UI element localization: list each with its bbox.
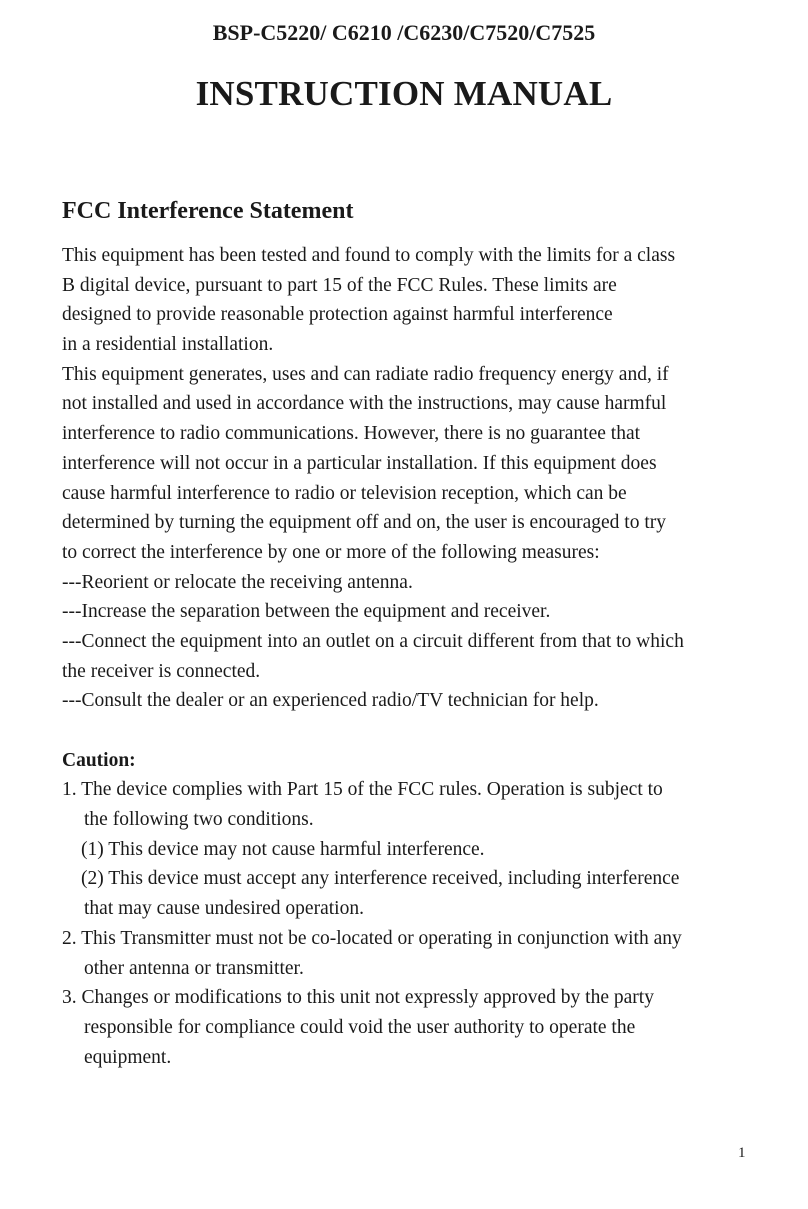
document-title: INSTRUCTION MANUAL xyxy=(195,74,613,113)
caution-heading: Caution: xyxy=(62,749,136,771)
fcc-paragraph-line: This equipment has been tested and found to comply with the limits for a class xyxy=(62,245,676,266)
fcc-measure-item: ---Reorient or relocate the receiving antenna. xyxy=(62,571,413,593)
section-spacer xyxy=(62,716,782,746)
fcc-section-heading: FCC Interference Statement xyxy=(62,198,354,224)
caution-item-1: 1. The device complies with Part 15 of the FCC rules. Operation is subject to xyxy=(62,779,663,801)
caution-item-2: 2. This Transmitter must not be co-located or operating in conjunction with any xyxy=(62,927,682,949)
caution-item-1-continuation: the following two conditions. xyxy=(84,809,314,831)
fcc-paragraph-line: interference will not occur in a particular installation. If this equipment does xyxy=(62,452,657,474)
caution-item-3-continuation: responsible for compliance could void the user authority to operate the xyxy=(84,1016,636,1038)
fcc-paragraph-line: not installed and used in accordance with the instructions, may cause harmful xyxy=(62,393,667,415)
fcc-paragraph-line: interference to radio communications. However, there is no guarantee that xyxy=(62,423,641,445)
fcc-paragraph-line: This equipment generates, uses and can radiate radio frequency energy and, if xyxy=(62,363,669,385)
fcc-paragraph-line: in a residential installation. xyxy=(62,334,274,356)
condition-2-continuation: that may cause undesired operation. xyxy=(84,898,364,920)
fcc-paragraph-line: B digital device, pursuant to part 15 of the FCC Rules. These limits are xyxy=(62,274,617,296)
caution-item-2-continuation: other antenna or transmitter. xyxy=(84,957,304,979)
fcc-paragraph-line: to correct the interference by one or more of the following measures: xyxy=(62,541,600,563)
fcc-paragraph-line: cause harmful interference to radio or television reception, which can be xyxy=(62,482,627,504)
caution-item-3-continuation: equipment. xyxy=(84,1046,172,1068)
condition-1: (1) This device may not cause harmful interference. xyxy=(81,838,485,860)
model-numbers: BSP-C5220/ C6210 /C6230/C7520/C7525 xyxy=(212,20,596,45)
page-number: 1 xyxy=(738,1145,746,1161)
fcc-measure-item: ---Connect the equipment into an outlet on a circuit different from that to which xyxy=(62,630,684,652)
fcc-paragraph-line: designed to provide reasonable protection against harmful interference xyxy=(62,304,613,326)
condition-2: (2) This device must accept any interference received, including interference xyxy=(81,868,680,890)
fcc-paragraph-line: determined by turning the equipment off and on, the user is encouraged to try xyxy=(62,512,666,534)
fcc-measure-item: ---Consult the dealer or an experienced radio/TV technician for help. xyxy=(62,690,599,712)
document-body xyxy=(62,241,782,1072)
fcc-measure-item: the receiver is connected. xyxy=(62,660,261,682)
caution-item-3: 3. Changes or modifications to this unit not expressly approved by the party xyxy=(62,987,654,1009)
fcc-measure-item: ---Increase the separation between the equipment and receiver. xyxy=(62,601,551,623)
